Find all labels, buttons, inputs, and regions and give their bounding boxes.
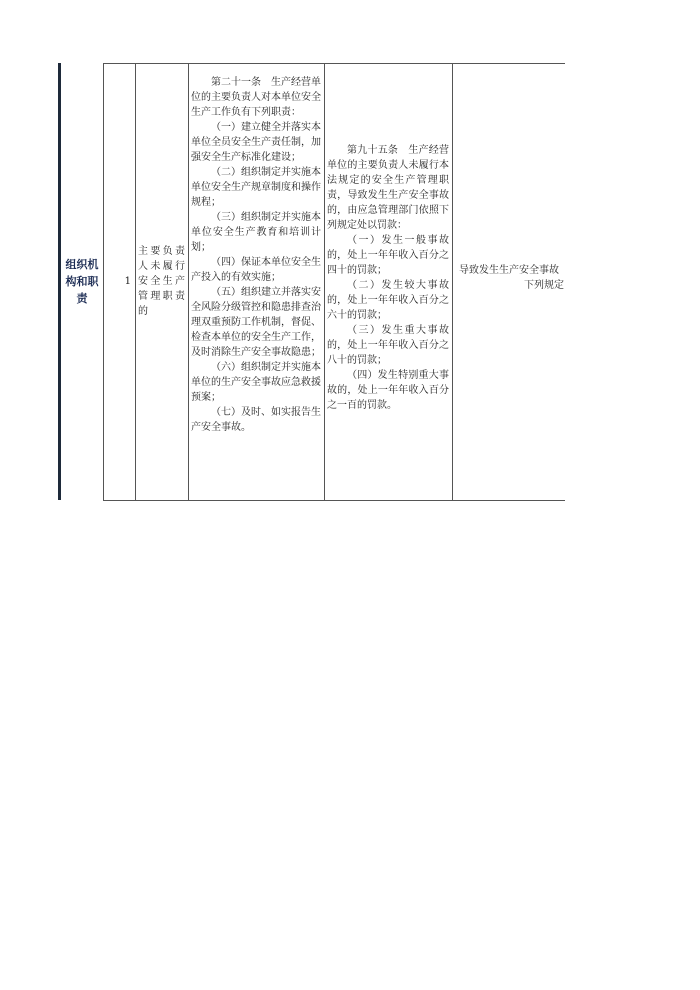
consequence-line: 下列规定 bbox=[524, 280, 564, 291]
legal-basis-item: （三）组织制定并实施本单位安全生产教育和培训计划； bbox=[191, 212, 321, 253]
legal-basis-item: （一）建立健全并落实本单位全员安全生产责任制，加强安全生产标准化建设； bbox=[191, 122, 321, 163]
legal-basis-item: （七）及时、如实报告生产安全事故。 bbox=[191, 407, 321, 433]
row-number: 1 bbox=[124, 276, 131, 287]
issue-cell bbox=[135, 63, 188, 500]
penalty-basis-heading: 第九十五条 生产经营单位的主要负责人未履行本法规定的安全生产管理职责，导致发生生产安全事故的，由应急管理部门依照下列规定处以罚款： bbox=[327, 145, 449, 231]
penalty-basis-item: （一）发生一般事故的，处上一年年收入百分之四十的罚款； bbox=[327, 235, 449, 276]
legal-basis-item: （五）组织建立并落实安全风险分级管控和隐患排查治理双重预防工作机制，督促、检查本单位的安全生产工作，及时消除生产安全事故隐患； bbox=[191, 287, 321, 358]
legal-basis-cell bbox=[188, 75, 324, 435]
consequence-cell bbox=[452, 263, 565, 293]
penalty-basis-item: （三）发生重大事故的，处上一年年收入百分之八十的罚款； bbox=[327, 325, 449, 366]
category-label: 组织机构和职责 bbox=[65, 258, 99, 305]
consequence-line: 导致发生生产安全事故 bbox=[459, 265, 559, 276]
penalty-basis-cell bbox=[324, 143, 452, 413]
issue-text: 主要负责人未履行安全生产管理职责的 bbox=[138, 246, 185, 317]
legal-basis-heading: 第二十一条 生产经营单位的主要负责人对本单位安全生产工作负有下列职责： bbox=[191, 77, 321, 118]
legal-basis-item: （六）组织制定并实施本单位的生产安全事故应急救援预案； bbox=[191, 362, 321, 403]
category-cell bbox=[61, 63, 103, 500]
penalty-basis-item: （二）发生较大事故的，处上一年年收入百分之六十的罚款； bbox=[327, 280, 449, 321]
table-bottom-border bbox=[103, 500, 565, 501]
penalty-basis-item: （四）发生特别重大事故的，处上一年年收入百分之一百的罚款。 bbox=[327, 370, 449, 411]
legal-basis-item: （二）组织制定并实施本单位安全生产规章制度和操作规程； bbox=[191, 167, 321, 208]
legal-basis-item: （四）保证本单位安全生产投入的有效实施； bbox=[191, 257, 321, 283]
